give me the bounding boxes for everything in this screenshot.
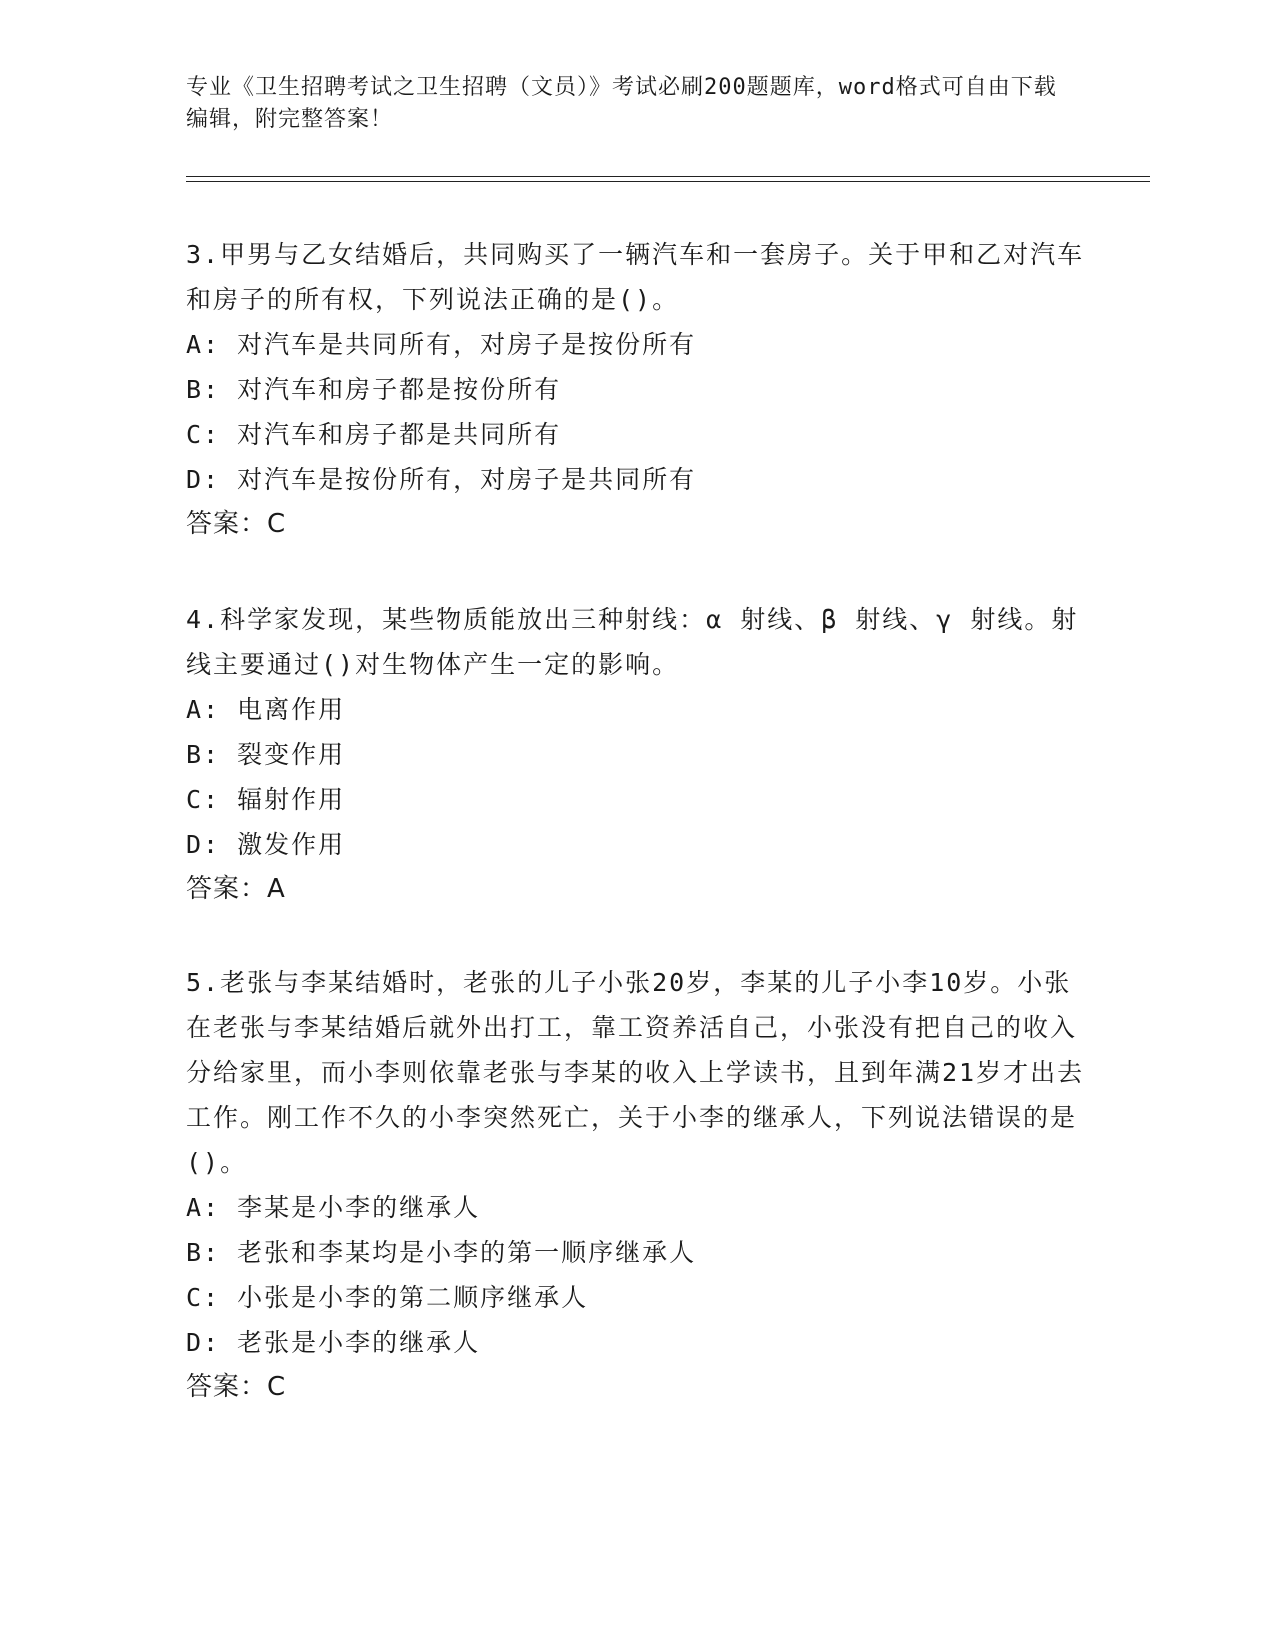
question-stem: 3.甲男与乙女结婚后，共同购买了一辆汽车和一套房子。关于甲和乙对汽车和房子的所有权，下列说法正确的是()。 [186, 240, 1085, 314]
option-c: C: 对汽车和房子都是共同所有 [186, 420, 562, 449]
question-stem: 5.老张与李某结婚时，老张的儿子小张20岁，李某的儿子小李10岁。小张在老张与李某结婚后就外出打工，靠工资养活自己，小张没有把自己的收入分给家里，而小李则依靠老张与李某的收入上学读书，且到年满21岁才出去工作。刚工作不久的小李突然死亡，关于小李的继承人，下列说法错误的是()。 [186, 968, 1085, 1177]
option-a: A: 李某是小李的继承人 [186, 1193, 481, 1222]
document-header: 专业《卫生招聘考试之卫生招聘（文员）》考试必刷200题题库，word格式可自由下载编辑，附完整答案！ [186, 75, 1057, 132]
answer-line: 答案：C [186, 1372, 287, 1402]
question-5 [186, 960, 1086, 1410]
option-d: D: 激发作用 [186, 830, 346, 859]
option-c: C: 辐射作用 [186, 785, 346, 814]
option-a: A: 电离作用 [186, 695, 346, 724]
answer-line: 答案：A [186, 874, 286, 904]
header-rule-bottom [186, 181, 1150, 182]
option-c: C: 小张是小李的第二顺序继承人 [186, 1283, 589, 1312]
option-d: D: 老张是小李的继承人 [186, 1328, 481, 1357]
option-b: B: 裂变作用 [186, 740, 346, 769]
question-stem: 4.科学家发现，某些物质能放出三种射线：α 射线、β 射线、γ 射线。射线主要通过()对生物体产生一定的影响。 [186, 605, 1079, 679]
header-rule-top [186, 176, 1150, 177]
answer-line: 答案：C [186, 509, 287, 539]
option-b: B: 对汽车和房子都是按份所有 [186, 375, 562, 404]
option-d: D: 对汽车是按份所有，对房子是共同所有 [186, 465, 697, 494]
option-a: A: 对汽车是共同所有，对房子是按份所有 [186, 330, 697, 359]
option-b: B: 老张和李某均是小李的第一顺序继承人 [186, 1238, 697, 1267]
question-3 [186, 232, 1086, 547]
question-4 [186, 597, 1086, 912]
